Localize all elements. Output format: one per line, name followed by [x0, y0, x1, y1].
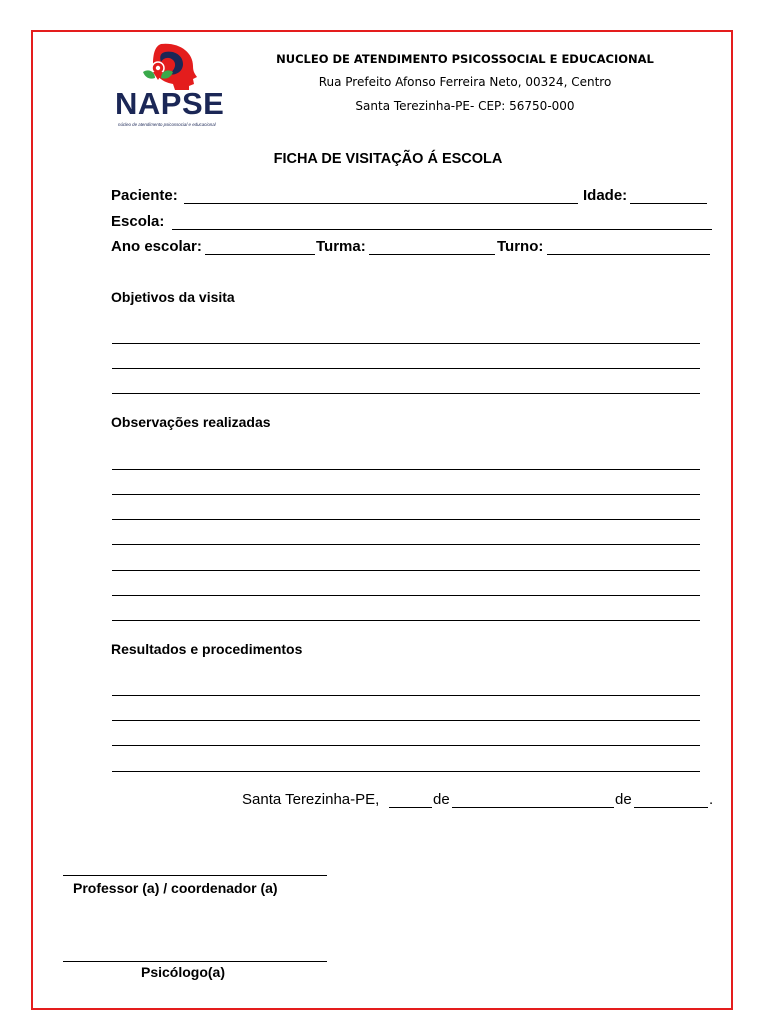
objetivos-heading: Objetivos da visita	[111, 289, 235, 305]
observacoes-line[interactable]	[112, 620, 700, 621]
organization-name: NUCLEO DE ATENDIMENTO PSICOSSOCIAL E EDUCACIONAL	[276, 52, 654, 66]
paciente-field[interactable]	[184, 203, 578, 204]
row-ano-turma-turno	[0, 238, 768, 258]
day-field[interactable]	[389, 807, 432, 808]
resultados-line[interactable]	[112, 745, 700, 746]
logo-wordmark: NAPSE	[115, 86, 225, 121]
year-field[interactable]	[634, 807, 708, 808]
row-paciente	[0, 187, 768, 207]
turno-label: Turno:	[497, 238, 544, 255]
observacoes-line[interactable]	[112, 519, 700, 520]
idade-field[interactable]	[630, 203, 707, 204]
form-title: FICHA DE VISITAÇÃO Á ESCOLA	[273, 151, 503, 167]
organization-city: Santa Terezinha-PE- CEP: 56750-000	[355, 99, 575, 113]
objetivos-line[interactable]	[112, 343, 700, 344]
professor-signature-label: Professor (a) / coordenador (a)	[73, 880, 278, 896]
resultados-heading: Resultados e procedimentos	[111, 641, 303, 657]
napse-logo	[109, 42, 229, 130]
ano-escolar-field[interactable]	[205, 254, 315, 255]
month-field[interactable]	[452, 807, 614, 808]
professor-signature-line[interactable]	[63, 875, 327, 876]
paciente-label: Paciente:	[111, 187, 178, 204]
turno-field[interactable]	[547, 254, 710, 255]
observacoes-line[interactable]	[112, 570, 700, 571]
resultados-line[interactable]	[112, 771, 700, 772]
resultados-line[interactable]	[112, 720, 700, 721]
observacoes-heading: Observações realizadas	[111, 414, 271, 430]
escola-field[interactable]	[172, 229, 712, 230]
idade-label: Idade:	[583, 187, 628, 204]
date-line	[0, 791, 768, 811]
head-icon	[109, 42, 229, 92]
date-period: .	[709, 791, 714, 808]
psicologo-signature-line[interactable]	[63, 961, 327, 962]
date-de-1: de	[433, 791, 450, 808]
turma-field[interactable]	[369, 254, 495, 255]
document-border	[31, 30, 733, 1010]
observacoes-line[interactable]	[112, 595, 700, 596]
turma-label: Turma:	[316, 238, 366, 255]
escola-label: Escola:	[111, 213, 165, 230]
date-city: Santa Terezinha-PE,	[242, 791, 380, 808]
ano-escolar-label: Ano escolar:	[111, 238, 202, 255]
psicologo-signature-label: Psicólogo(a)	[141, 964, 226, 980]
objetivos-line[interactable]	[112, 368, 700, 369]
organization-address: Rua Prefeito Afonso Ferreira Neto, 00324, Centro	[318, 75, 612, 89]
objetivos-line[interactable]	[112, 393, 700, 394]
date-de-2: de	[615, 791, 632, 808]
resultados-line[interactable]	[112, 695, 700, 696]
logo-tagline: núcleo de atendimento psicossocial e educacional	[118, 122, 216, 127]
observacoes-line[interactable]	[112, 494, 700, 495]
row-escola	[0, 213, 768, 233]
observacoes-line[interactable]	[112, 469, 700, 470]
observacoes-line[interactable]	[112, 544, 700, 545]
